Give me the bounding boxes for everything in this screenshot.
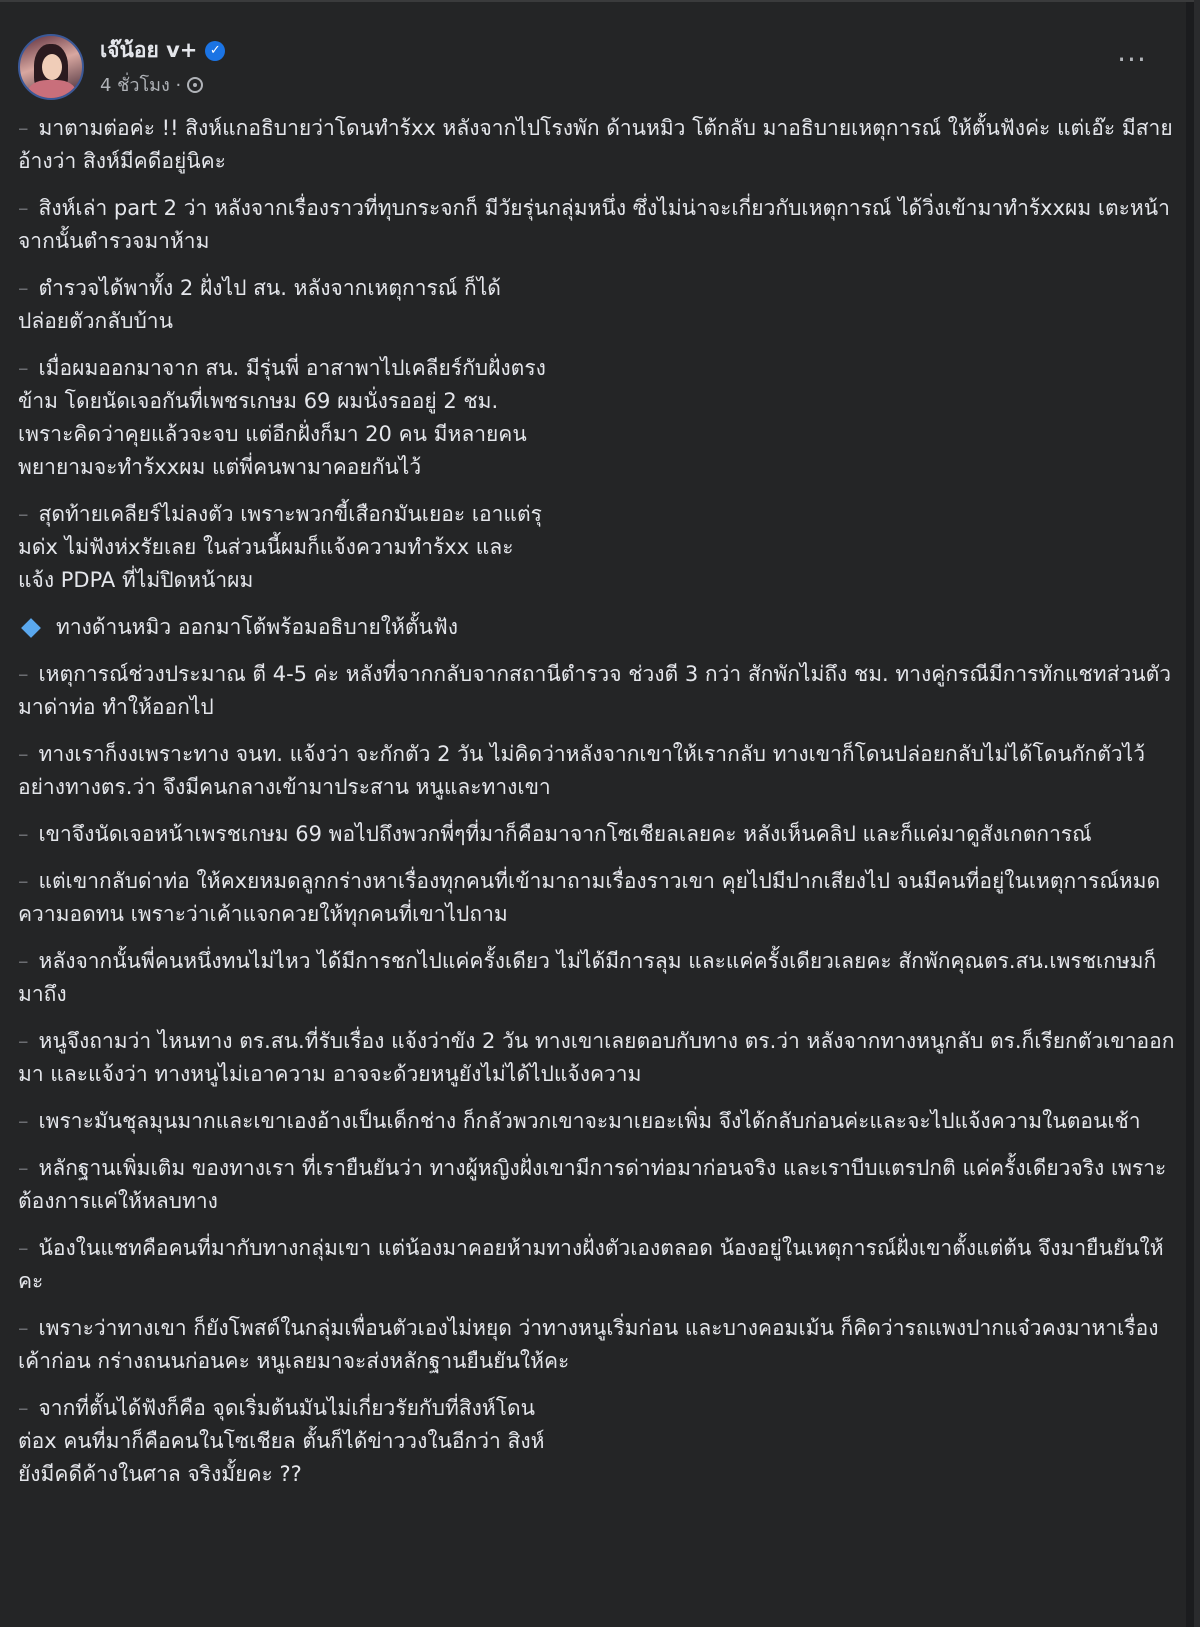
paragraph-text: แต่เขากลับด่าท่อ ให้คxยหมดลูกกร่างหาเรื่องทุกคนที่เข้ามาถามเรื่องราวเขา คุยไปมีปากเสียงไป จนมีคนที่อยู่ในเหตุการณ์หมดความอดทน เพราะว่าเค้าแจกควยให้ทุกคนที่เขาไปถาม [18, 869, 1161, 926]
paragraph-text: มาตามต่อค่ะ !! สิงห์แกอธิบายว่าโดนทำร้xx หลังจากไปโรงพัก ด้านหมิว โต้กลับ มาอธิบายเหตุการณ์ ให้ตั้นฟังค่ะ แต่เอ๊ะ มีสายอ้างว่า สิงห์มีคดีอยู่นิคะ [18, 116, 1173, 173]
dash-marker: – [18, 1109, 29, 1133]
paragraph-text: เขาจึงนัดเจอหน้าเพรชเกษม 69 พอไปถึงพวกพี่ๆที่มาก็คือมาจากโซเชียลเลยคะ หลังเห็นคลิป และก็แค่มาดูสังเกตการณ์ [38, 822, 1092, 846]
paragraph [18, 192, 1178, 258]
avatar-body [28, 80, 76, 100]
paragraph [18, 272, 548, 338]
avatar[interactable] [18, 34, 84, 100]
paragraph-text: เหตุการณ์ช่วงประมาณ ตี 4-5 ค่ะ หลังที่จากกลับจากสถานีตำรวจ ช่วงตี 3 กว่า สักพักไม่ถึง ชม. ทางคู่กรณีมีการทักแชทส่วนตัว มาด่าท่อ ทำให้ออกไป [18, 662, 1172, 719]
dash-marker: – [18, 1156, 29, 1180]
dash-marker: – [18, 1316, 29, 1340]
paragraph-text: สิงห์เล่า part 2 ว่า หลังจากเรื่องราวที่ทุบกระจกก็ มีวัยรุ่นกลุ่มหนึ่ง ซึ่งไม่น่าจะเกี่ยวกับเหตุการณ์ ได้วิ่งเข้ามาทำร้xxผม เตะหน้า จากนั้นตำรวจมาห้าม [18, 196, 1170, 253]
dash-marker: – [18, 196, 29, 220]
top-divider [0, 0, 1200, 2]
paragraph-text: เพราะมันชุลมุนมากและเขาเองอ้างเป็นเด็กช่าง ก็กลัวพวกเขาจะมาเยอะเพิ่ม จึงได้กลับก่อนค่ะและจะไปแจ้งความในตอนเช้า [38, 1109, 1141, 1133]
dash-marker: – [18, 356, 29, 380]
paragraph [18, 1232, 1178, 1298]
dash-marker: – [18, 502, 29, 526]
author-row [100, 34, 225, 67]
paragraph-text: สุดท้ายเคลียร์ไม่ลงตัว เพราะพวกขี้เสือกมันเยอะ เอาแต่รุมด่x ไม่ฟังห่xรัยเลย ในส่วนนี้ผมก็แจ้งความทำร้xx และแจ้ง PDPA ที่ไม่ปิดหน้าผม [18, 502, 542, 592]
paragraph-text: ทางเราก็งงเพราะทาง จนท. แจ้งว่า จะกักตัว 2 วัน ไม่คิดว่าหลังจากเขาให้เรากลับ ทางเขาก็โดนปล่อยกลับไม่ได้โดนกักตัวไว้ อย่างทางตร.ว่า จึงมีคนกลางเข้ามาประสาน หนูและทางเขา [18, 742, 1146, 799]
paragraph [18, 498, 548, 597]
paragraph [18, 1105, 1178, 1138]
post-header [16, 30, 1176, 102]
section-heading-text: ทางด้านหมิว ออกมาโต้พร้อมอธิบายให้ตั้นฟัง [56, 615, 458, 639]
globe-icon [187, 77, 203, 93]
avatar-face [42, 54, 62, 80]
paragraph-text: ตำรวจได้พาทั้ง 2 ฝั่งไป สน. หลังจากเหตุการณ์ ก็ได้ปล่อยตัวกลับบ้าน [18, 276, 501, 333]
paragraph [18, 112, 1178, 178]
dash-marker: – [18, 949, 29, 973]
paragraph [18, 1392, 548, 1491]
paragraph-text: หลังจากนั้นพี่คนหนึ่งทนไม่ไหว ได้มีการชกไปแค่ครั้งเดียว ไม่ได้มีการลุม และแค่ครั้งเดียวเลยคะ สักพักคุณตร.สน.เพรชเกษมก็มาถึง [18, 949, 1157, 1006]
dash-marker: – [18, 662, 29, 686]
dash-marker: – [18, 822, 29, 846]
dash-marker: – [18, 1236, 29, 1260]
paragraph-text: เมื่อผมออกมาจาก สน. มีรุ่นพี่ อาสาพาไปเคลียร์กับฝั่งตรงข้าม โดยนัดเจอกันที่เพชรเกษม 69 ผมนั่งรออยู่ 2 ชม. เพราะคิดว่าคุยแล้วจะจบ แต่อีกฝั่งก็มา 20 คน มีหลายคนพยายามจะทำร้xxผม แต่พี่คนพามาคอยกันไว้ [18, 356, 546, 479]
paragraph-text: หนูจึงถามว่า ไหนทาง ตร.สน.ที่รับเรื่อง แจ้งว่าขัง 2 วัน ทางเขาเลยตอบกับทาง ตร.ว่า หลังจากทางหนูกลับ ตร.ก็เรียกตัวเขาออกมา และแจ้งว่า ทางหนูไม่เอาความ อาจจะด้วยหนูยังไม่ได้ไปแจ้งความ [18, 1029, 1175, 1086]
verified-badge-icon: ✓ [205, 41, 225, 61]
paragraph [18, 945, 1178, 1011]
paragraph-text: เพราะว่าทางเขา ก็ยังโพสต์ในกลุ่มเพื่อนตัวเองไม่หยุด ว่าทางหนูเริ่มก่อน และบางคอมเม้น ก็คิดว่ารถแพงปากแจ๋วคงมาหาเรื่องเค้าก่อน กร่างถนนก่อนคะ หนูเลยมาจะส่งหลักฐานยืนยันให้คะ [18, 1316, 1159, 1373]
more-options-button[interactable]: ··· [1117, 43, 1147, 76]
author-name[interactable]: เจ๊น้อย v+ [100, 38, 198, 62]
dash-marker: – [18, 742, 29, 766]
paragraph [18, 658, 1178, 724]
paragraph [18, 1312, 1178, 1378]
paragraph [18, 1152, 1178, 1218]
paragraph-text: หลักฐานเพิ่มเติม ของทางเรา ที่เรายืนยันว่า ทางผู้หญิงฝั่งเขามีการด่าท่อมาก่อนจริง และเราบีบแตรปกติ แค่ครั้งเดียวจริง เพราะต้องการแค่ให้หลบทาง [18, 1156, 1167, 1213]
paragraph [18, 818, 1178, 851]
paragraph [18, 738, 1178, 804]
post-meta [100, 70, 203, 99]
paragraph [18, 865, 1178, 931]
post-timestamp[interactable]: 4 ชั่วโมง · [100, 75, 182, 96]
paragraph-text: น้องในแชทคือคนที่มากับทางกลุ่มเขา แต่น้องมาคอยห้ามทางฝั่งตัวเองตลอด น้องอยู่ในเหตุการณ์ฝั่งเขาตั้งแต่ต้น จึงมายืนยันให้คะ [18, 1236, 1164, 1293]
paragraph [18, 352, 548, 484]
paragraph [18, 1025, 1178, 1091]
post-body [18, 112, 1178, 1505]
dash-marker: – [18, 116, 29, 140]
dash-marker: – [18, 869, 29, 893]
scroll-edge [1194, 0, 1200, 1627]
dash-marker: – [18, 1396, 29, 1420]
dash-marker: – [18, 1029, 29, 1053]
section-heading [18, 611, 1178, 644]
paragraph-text: จากที่ตั้นได้ฟังก็คือ จุดเริ่มต้นมันไม่เกี่ยวรัยกับที่สิงห์โดนต่อx คนที่มาก็คือคนในโซเชียล ตั้นก็ได้ข่าววงในอีกว่า สิงห์ยังมีคดีค้างในศาล จริงมั้ยคะ ?? [18, 1396, 545, 1486]
blue-diamond-icon [21, 618, 41, 638]
dash-marker: – [18, 276, 29, 300]
